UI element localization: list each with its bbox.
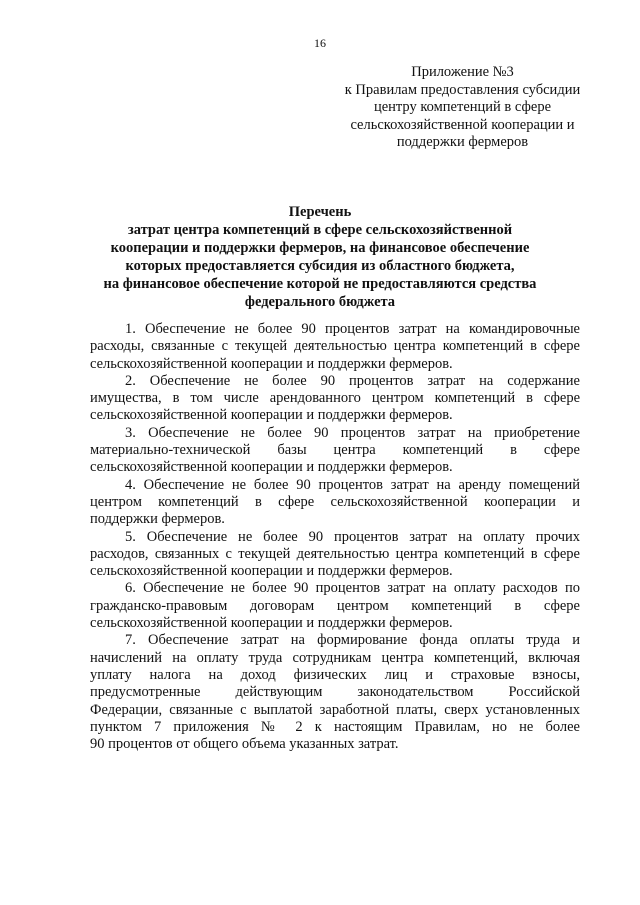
paragraph-line: 6. Обеспечение не более 90 процентов затрат на оплату расходов по: [125, 580, 580, 597]
paragraph-line: уплату налога на доход физических лиц и страховые взносы,: [90, 666, 580, 683]
paragraph-line: сельскохозяйственной кооперации и поддержки фермеров.: [90, 459, 453, 476]
title-line: затрат центра компетенций в сфере сельскохозяйственной: [127, 222, 513, 238]
document-title: [60, 203, 580, 311]
appendix-line: центру компетенций в сфере: [373, 99, 552, 115]
title-line: Перечень: [288, 204, 352, 220]
appendix-line: к Правилам предоставления субсидии: [344, 81, 581, 98]
paragraph-line: 2. Обеспечение не более 90 процентов затрат на содержание: [125, 372, 580, 389]
list-item: [90, 321, 580, 373]
paragraph-line: 1. Обеспечение не более 90 процентов затрат на командировочные: [125, 321, 580, 337]
paragraph-line: поддержки фермеров.: [90, 511, 225, 528]
appendix-line: поддержки фермеров: [396, 134, 529, 150]
paragraph-line: центром компетенций в сфере сельскохозяйственной кооперации и: [90, 493, 580, 510]
list-item: [90, 373, 580, 425]
list-item: [90, 580, 580, 632]
list-item: [90, 425, 580, 477]
paragraph-line: 3. Обеспечение не более 90 процентов затрат на приобретение: [125, 424, 580, 441]
paragraph-line: сельскохозяйственной кооперации и поддержки фермеров.: [90, 355, 453, 372]
paragraph-line: 5. Обеспечение не более 90 процентов затрат на оплату прочих: [125, 528, 580, 545]
paragraph-line: имущества, в том числе арендованного центром компетенций в сфере: [90, 390, 580, 407]
paragraph-line: сельскохозяйственной кооперации и поддержки фермеров.: [90, 563, 453, 580]
paragraph-line: начислений на оплату труда сотрудникам центра компетенций, включая: [90, 649, 580, 666]
title-line: федерального бюджета: [244, 294, 396, 310]
paragraph-line: сельскохозяйственной кооперации и поддержки фермеров.: [90, 407, 453, 424]
paragraph-line: сельскохозяйственной кооперации и поддержки фермеров.: [90, 615, 453, 632]
paragraph-line: 4. Обеспечение не более 90 процентов затрат на аренду помещений: [125, 476, 580, 493]
appendix-line: сельскохозяйственной кооперации и: [350, 116, 575, 133]
document-body: [90, 321, 580, 753]
paragraph-line: расходы, связанные с текущей деятельностью центра компетенций в сфере: [90, 338, 580, 355]
paragraph-line: 90 процентов от общего объема указанных затрат.: [90, 736, 399, 753]
list-item: [90, 477, 580, 529]
title-line: кооперации и поддержки фермеров, на финансовое обеспечение: [110, 240, 530, 256]
paragraph-line: материально-технической базы центра компетенций в сфере: [90, 442, 580, 459]
paragraph-line: гражданско-правовым договорам центром компетенций в сфере: [90, 597, 580, 614]
paragraph-line: 7. Обеспечение затрат на формирование фонда оплаты труда и: [125, 632, 580, 649]
title-line: которых предоставляется субсидия из областного бюджета,: [125, 258, 515, 274]
page-number: 16: [314, 36, 326, 50]
paragraph-line: пунктом 7 приложения № 2 к настоящим Правилам, но не более: [90, 718, 580, 735]
appendix-line: Приложение №3: [411, 64, 514, 80]
paragraph-line: Федерации, связанные с выплатой заработной платы, сверх установленных: [90, 701, 580, 718]
title-line: на финансовое обеспечение которой не предоставляются средства: [103, 276, 537, 292]
list-item: [90, 529, 580, 581]
paragraph-line: расходов, связанных с текущей деятельностью центра компетенций в сфере: [90, 545, 580, 562]
appendix-header: [310, 64, 615, 152]
list-item: [90, 632, 580, 753]
paragraph-line: предусмотренные действующим законодательством Российской: [90, 684, 580, 701]
